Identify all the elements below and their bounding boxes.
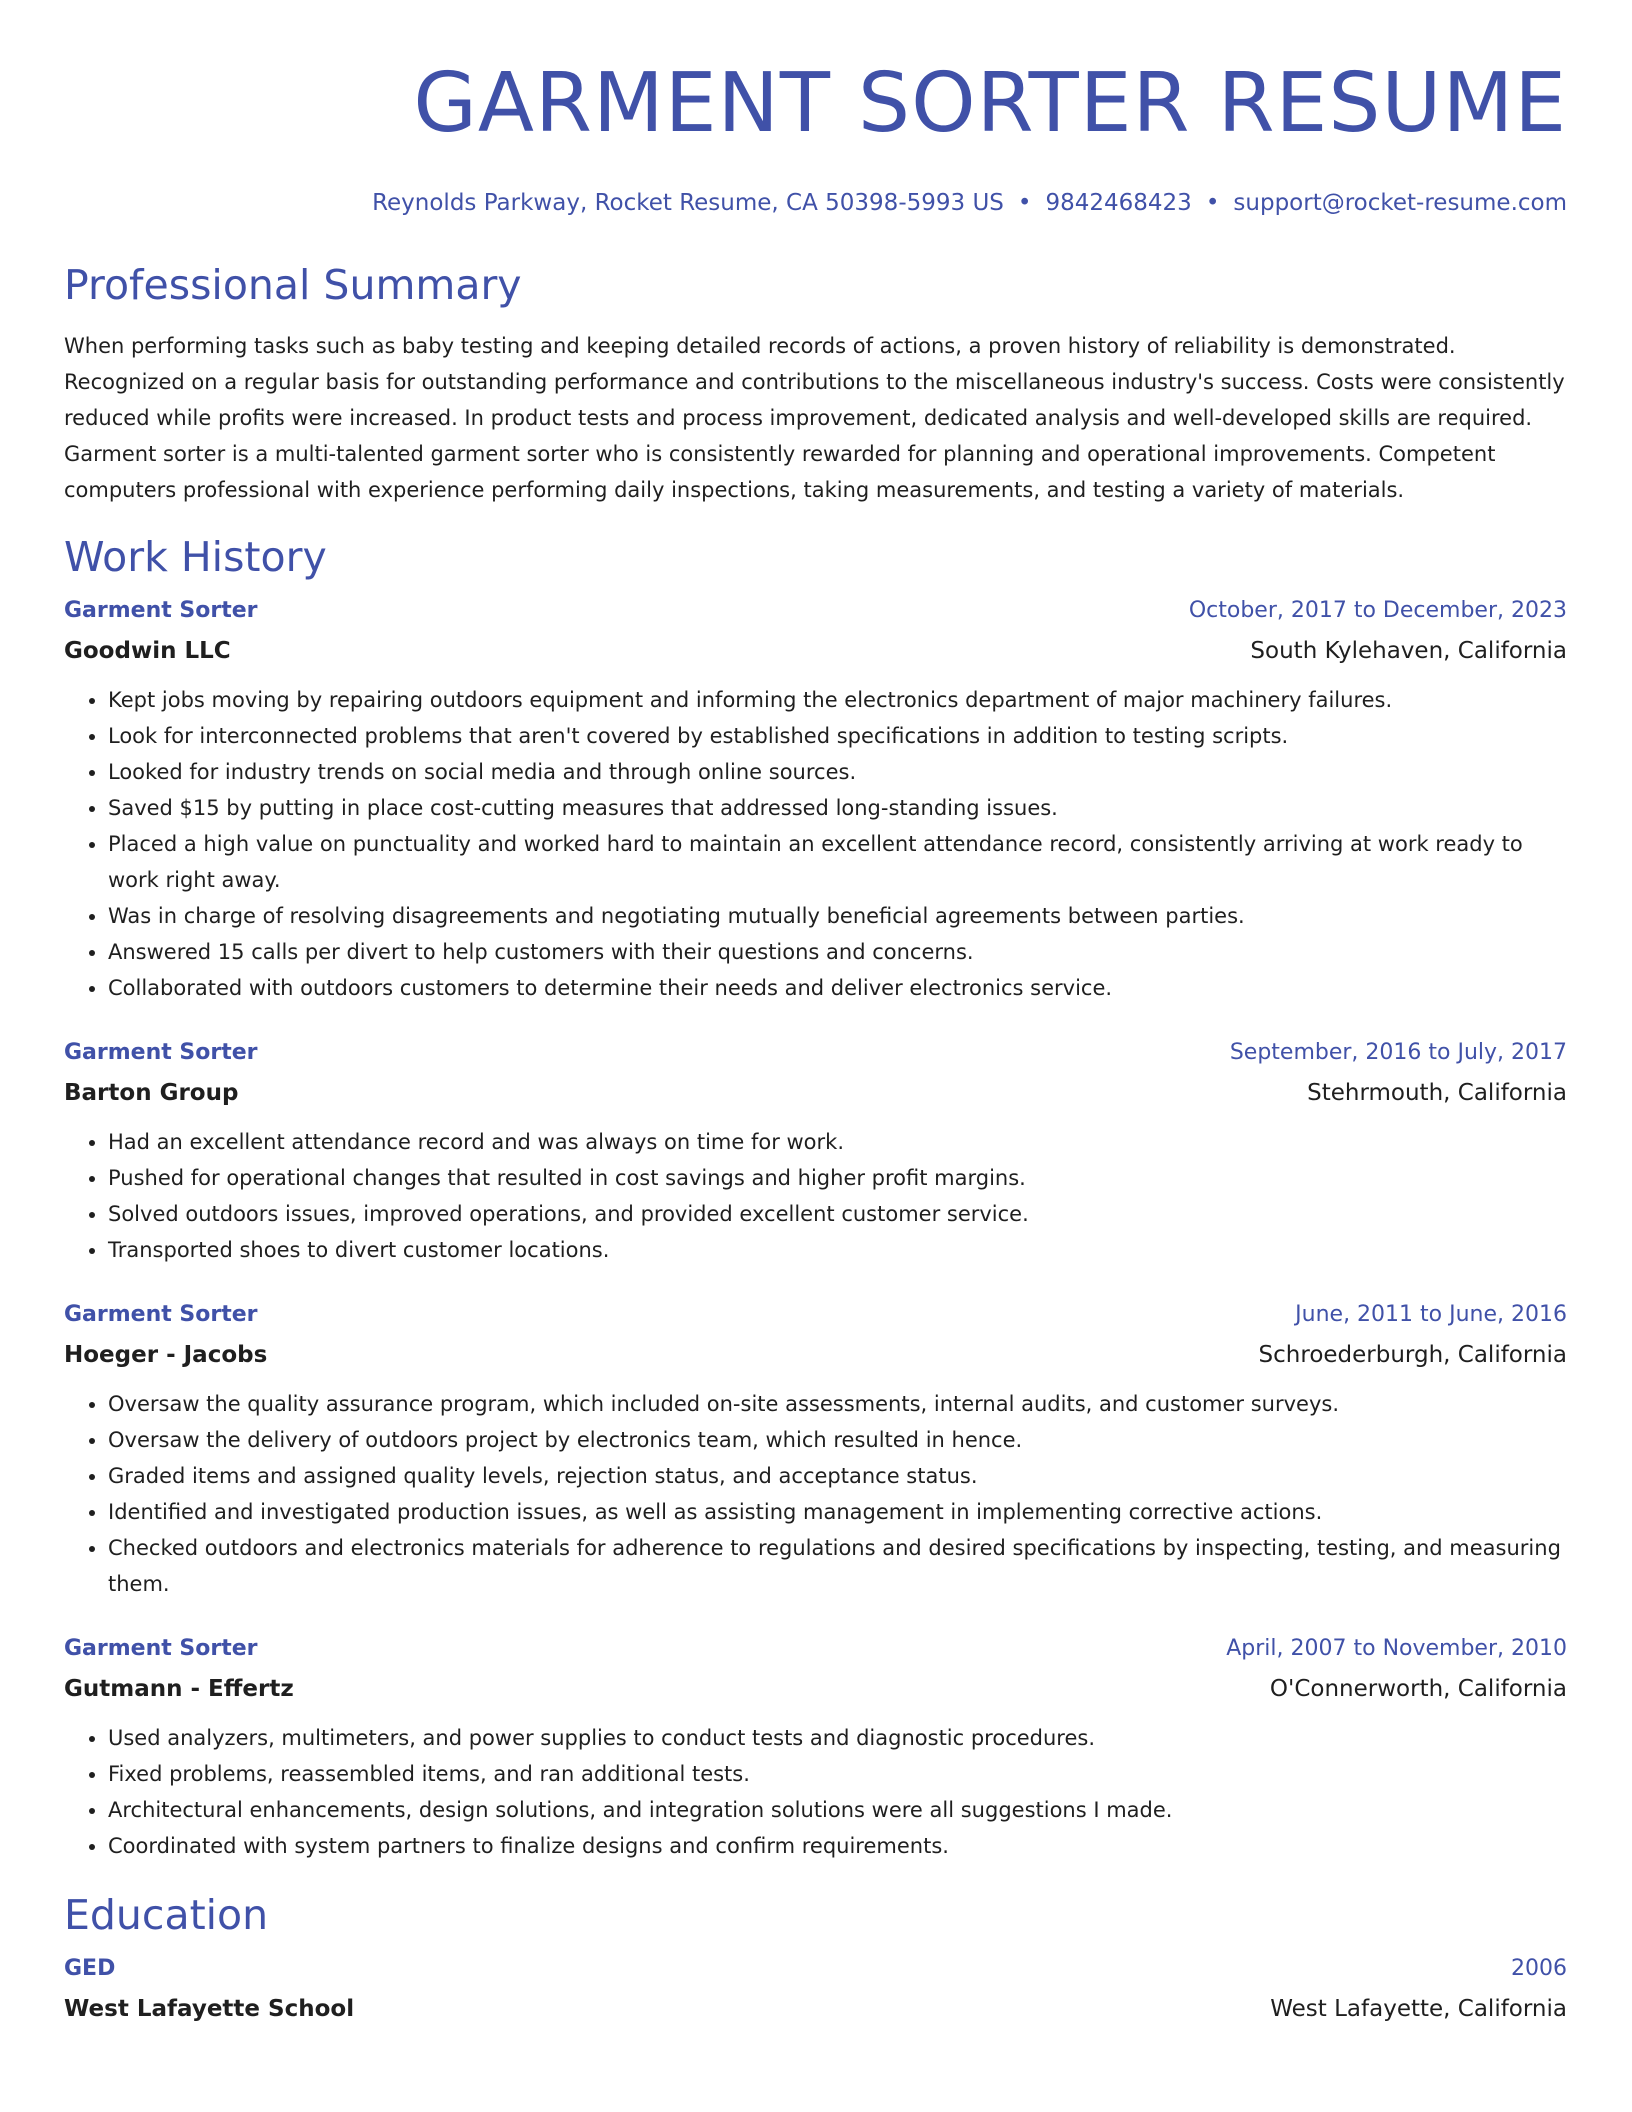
list-item: • Oversaw the quality assurance program, which included on-site assessments, internal audits, and customer surveys. [108, 1386, 1567, 1422]
list-item: • Graded items and assigned quality levels, rejection status, and acceptance status. [108, 1458, 1567, 1494]
list-item: • Transported shoes to divert customer locations. [108, 1232, 1567, 1268]
work-history-heading: Work History [64, 533, 327, 581]
list-item: • Used analyzers, multimeters, and power supplies to conduct tests and diagnostic procedures. [108, 1720, 1567, 1756]
summary-heading: Professional Summary [64, 261, 522, 309]
job-company: Goodwin LLC [64, 638, 231, 664]
contact-separator: • [1205, 190, 1220, 216]
education-year: 2006 [1511, 1956, 1567, 1981]
job-company: Barton Group [64, 1080, 239, 1106]
job-entry [64, 1634, 1567, 1864]
job-dates: June, 2011 to June, 2016 [1295, 1302, 1567, 1327]
job-bullets [64, 1124, 1567, 1268]
list-item: • Was in charge of resolving disagreements and negotiating mutually beneficial agreements between parties. [108, 898, 1567, 934]
list-item: • Look for interconnected problems that aren't covered by established specifications in addition to testing scripts. [108, 718, 1567, 754]
education-school: West Lafayette School [64, 1996, 355, 2022]
contact-address: Reynolds Parkway, Rocket Resume, CA 50398-5993 US [372, 190, 1004, 216]
job-dates: October, 2017 to December, 2023 [1188, 598, 1567, 623]
list-item: • Looked for industry trends on social media and through online sources. [108, 754, 1567, 790]
job-bullets [64, 1386, 1567, 1602]
job-bullets [64, 1720, 1567, 1864]
job-entry [64, 596, 1567, 1006]
job-entry [64, 1300, 1567, 1602]
contact-phone: 9842468423 [1045, 190, 1192, 216]
education-degree: GED [64, 1956, 116, 1981]
job-title: Garment Sorter [64, 1302, 258, 1327]
education-heading: Education [64, 1891, 269, 1939]
list-item: • Saved $15 by putting in place cost-cutting measures that addressed long-standing issues. [108, 790, 1567, 826]
list-item: • Solved outdoors issues, improved operations, and provided excellent customer service. [108, 1196, 1567, 1232]
job-location: O'Connerworth, California [1269, 1676, 1567, 1702]
job-location: Schroederburgh, California [1258, 1342, 1567, 1368]
job-title: Garment Sorter [64, 598, 258, 623]
job-title: Garment Sorter [64, 1040, 258, 1065]
list-item: • Architectural enhancements, design solutions, and integration solutions were all suggestions I made. [108, 1792, 1567, 1828]
list-item: • Identified and investigated production issues, as well as assisting management in implementing corrective actions. [108, 1494, 1567, 1530]
summary-text: When performing tasks such as baby testing and keeping detailed records of actions, a proven history of reliability is demonstrated. Recognized on a regular basis for outstanding performance and contributions to the miscellaneous industry's success. Costs were consistently reduced while profits were increased. In product tests and process improvement, dedicated analysis and well-developed skills are required. Garment sorter is a multi-talented garment sorter who is consistently rewarded for planning and operational improvements. Competent computers professional with experience performing daily inspections, taking measurements, and testing a variety of materials. [64, 334, 1565, 502]
job-company: Gutmann - Effertz [64, 1676, 294, 1702]
list-item: • Fixed problems, reassembled items, and ran additional tests. [108, 1756, 1567, 1792]
job-location: Stehrmouth, California [1307, 1080, 1567, 1106]
list-item: • Coordinated with system partners to finalize designs and confirm requirements. [108, 1828, 1567, 1864]
job-dates: April, 2007 to November, 2010 [1226, 1636, 1567, 1661]
list-item: • Kept jobs moving by repairing outdoors equipment and informing the electronics department of major machinery failures. [108, 682, 1567, 718]
list-item: • Pushed for operational changes that resulted in cost savings and higher profit margins. [108, 1160, 1567, 1196]
job-company: Hoeger - Jacobs [64, 1342, 268, 1368]
resume-title: GARMENT SORTER RESUME [413, 56, 1567, 151]
job-entry [64, 1038, 1567, 1268]
contact-line [64, 188, 1567, 218]
job-title: Garment Sorter [64, 1636, 258, 1661]
education-entry [64, 1954, 1567, 2024]
list-item: • Oversaw the delivery of outdoors project by electronics team, which resulted in hence. [108, 1422, 1567, 1458]
job-location: South Kylehaven, California [1250, 638, 1567, 664]
list-item: • Checked outdoors and electronics materials for adherence to regulations and desired specifications by inspecting, testing, and measuring them. [108, 1530, 1567, 1602]
education-location: West Lafayette, California [1270, 1996, 1567, 2022]
job-dates: September, 2016 to July, 2017 [1229, 1040, 1567, 1065]
list-item: • Answered 15 calls per divert to help customers with their questions and concerns. [108, 934, 1567, 970]
list-item: • Had an excellent attendance record and was always on time for work. [108, 1124, 1567, 1160]
list-item: • Collaborated with outdoors customers to determine their needs and deliver electronics service. [108, 970, 1567, 1006]
contact-email: support@rocket-resume.com [1233, 190, 1567, 216]
contact-separator: • [1017, 190, 1032, 216]
resume-page [64, 0, 1567, 2024]
list-item: • Placed a high value on punctuality and worked hard to maintain an excellent attendance record, consistently arriving at work ready to work right away. [108, 826, 1567, 898]
job-bullets [64, 682, 1567, 1006]
